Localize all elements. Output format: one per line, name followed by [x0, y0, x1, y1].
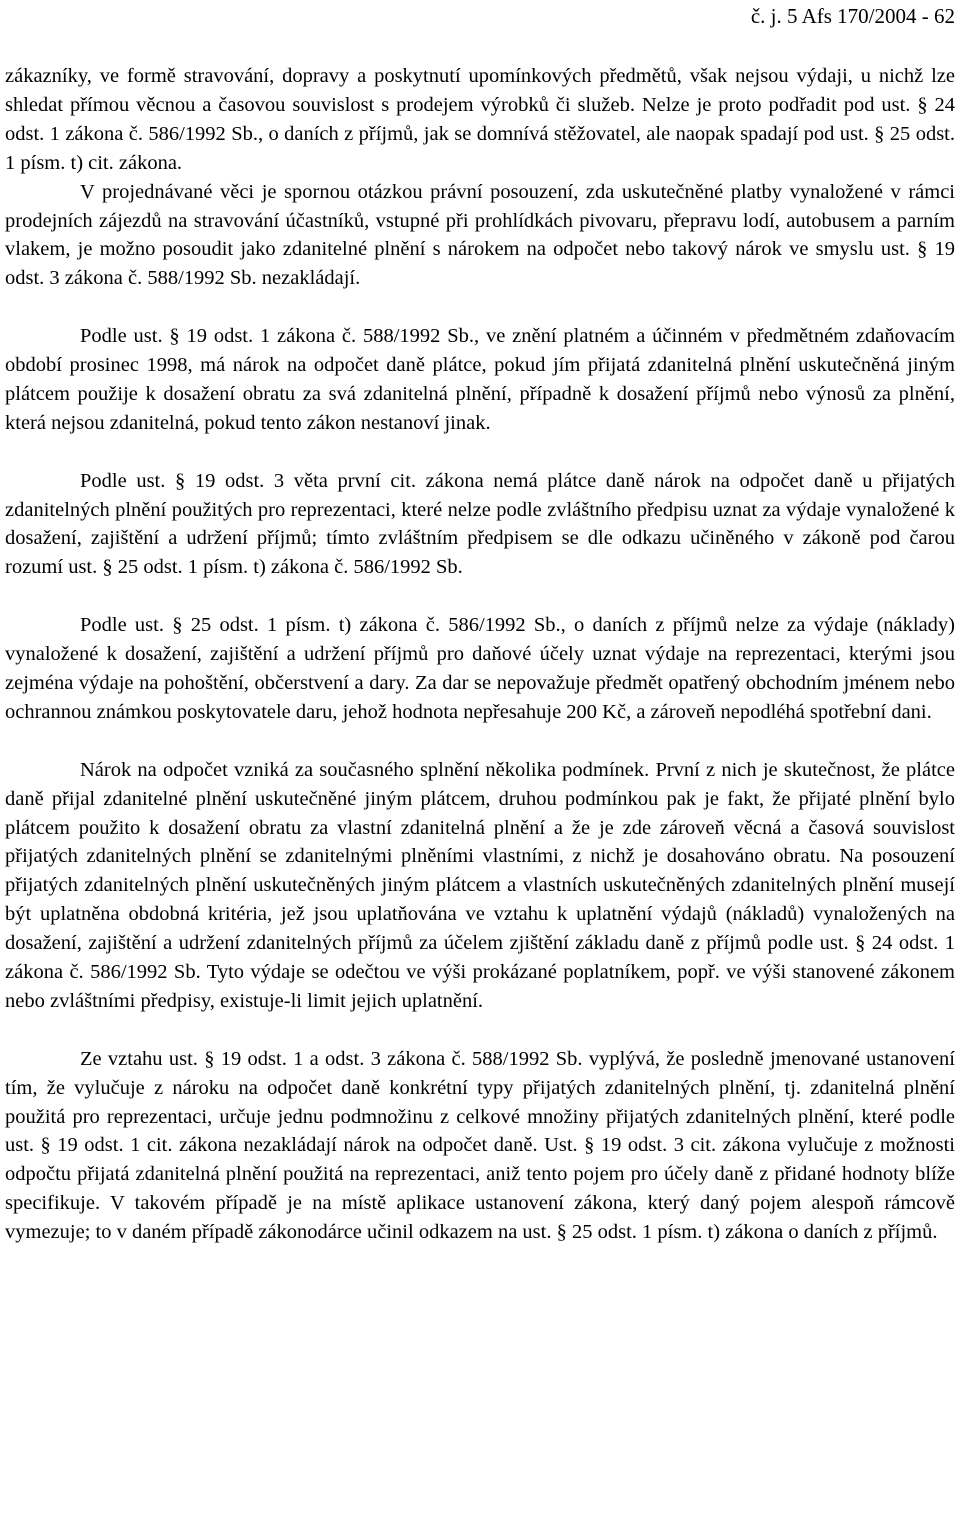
paragraph-5: Podle ust. § 25 odst. 1 písm. t) zákona č. 586/1992 Sb., o daních z příjmů nelze za výdaje (náklady) vynaložené k dosažení, zajištění a udržení příjmů pro daňové účely uznat výdaje na reprezentaci, kterými jsou zejména výdaje na pohoštění, občerstvení a dary. Za dar se nepovažuje předmět opatřený obchodním jménem nebo ochrannou známkou poskytovatele daru, jehož hodnota nepřesahuje 200 Kč, a zároveň nepodléhá spotřební dani.: [5, 614, 955, 723]
paragraph-4: Podle ust. § 19 odst. 3 věta první cit. zákona nemá plátce daně nárok na odpočet daně u přijatých zdanitelných plnění použitých pro reprezentaci, které nelze podle zvláštního předpisu uznat za výdaje vynaložené k dosažení, zajištění a udržení příjmů; tímto zvláštním předpisem se dle odkazu učiněného v zákoně pod čarou rozumí ust. § 25 odst. 1 písm. t) zákona č. 586/1992 Sb.: [5, 469, 955, 579]
paragraph-3: Podle ust. § 19 odst. 1 zákona č. 588/1992 Sb., ve znění platném a účinném v předmětném zdaňovacím období prosinec 1998, má nárok na odpočet daně plátce, pokud jím přijatá zdanitelná plnění uskutečněná jiným plátcem použije k dosažení obratu za svá zdanitelná plnění, případně k dosažení příjmů nebo výnosů za plnění, která nejsou zdanitelná, pokud tento zákon nestanoví jinak.: [5, 325, 955, 434]
document-page: [5, 0, 955, 1247]
paragraph-1: zákazníky, ve formě stravování, dopravy a poskytnutí upomínkových předmětů, však nejsou výdaji, u nichž lze shledat přímou věcnou a časovou souvislost s prodejem výrobků či služeb. Nelze je proto podřadit pod ust. § 24 odst. 1 zákona č. 586/1992 Sb., o daních z příjmů, jak se domnívá stěžovatel, ale naopak spadají pod ust. § 25 odst. 1 písm. t) cit. zákona.: [5, 65, 955, 174]
paragraph-7: Ze vztahu ust. § 19 odst. 1 a odst. 3 zákona č. 588/1992 Sb. vyplývá, že posledně jmenované ustanovení tím, že vylučuje z nároku na odpočet daně konkrétní typy přijatých zdanitelných plnění, tj. zdanitelná plnění použitá pro reprezentaci, určuje jednu podmnožinu z celkové množiny přijatých zdanitelných plnění, které podle ust. § 19 odst. 1 cit. zákona nezakládají nárok na odpočet daně. Ust. § 19 odst. 3 cit. zákona vylučuje z možnosti odpočtu přijatá zdanitelná plnění použitá na reprezentaci, aniž tento pojem pro účely daně z přidané hodnoty blíže specifikuje. V takovém případě je na místě aplikace ustanovení zákona, který daný pojem alespoň rámcově vymezuje; to v daném případě zákonodárce učinil odkazem na ust. § 25 odst. 1 písm. t) zákona o daních z příjmů.: [5, 1047, 955, 1244]
paragraph-2: V projednávané věci je spornou otázkou právní posouzení, zda uskutečněné platby vynaložené v rámci prodejních zájezdů na stravování účastníků, vstupné při prohlídkách pivovaru, přepravu lodí, autobusem a parním vlakem, je možno posoudit jako zdanitelné plnění s nárokem na odpočet nebo takový nárok ve smyslu ust. § 19 odst. 3 zákona č. 588/1992 Sb. nezakládají.: [5, 180, 955, 290]
paragraph-6: Nárok na odpočet vzniká za současného splnění několika podmínek. První z nich je skutečnost, že plátce daně přijal zdanitelné plnění uskutečněné jiným plátcem, druhou podmínkou pak je fakt, že přijaté plnění bylo plátcem použito k dosažení obratu za vlastní zdanitelná plnění a že je zde zároveň věcná a časová souvislost přijatých zdanitelných plnění se zdanitelnými plněními vlastními, z nichž je dosahováno obratu. Na posouzení přijatých zdanitelných plnění uskutečněných jiným plátcem a vlastních uskutečněných zdanitelných plnění musejí být uplatněna obdobná kritéria, jež jsou uplatňována ve vztahu k uplatnění výdajů (nákladů) vynaložených na dosažení, zajištění a udržení zdanitelných příjmů za účelem zjištění základu daně z příjmů podle ust. § 24 odst. 1 zákona č. 586/1992 Sb. Tyto výdaje se odečtou ve výši prokázané poplatníkem, popř. ve výši stanovené zákonem nebo zvláštními předpisy, existuje-li limit jejich uplatnění.: [5, 758, 955, 1012]
case-number-header: č. j. 5 Afs 170/2004 - 62: [750, 4, 955, 28]
